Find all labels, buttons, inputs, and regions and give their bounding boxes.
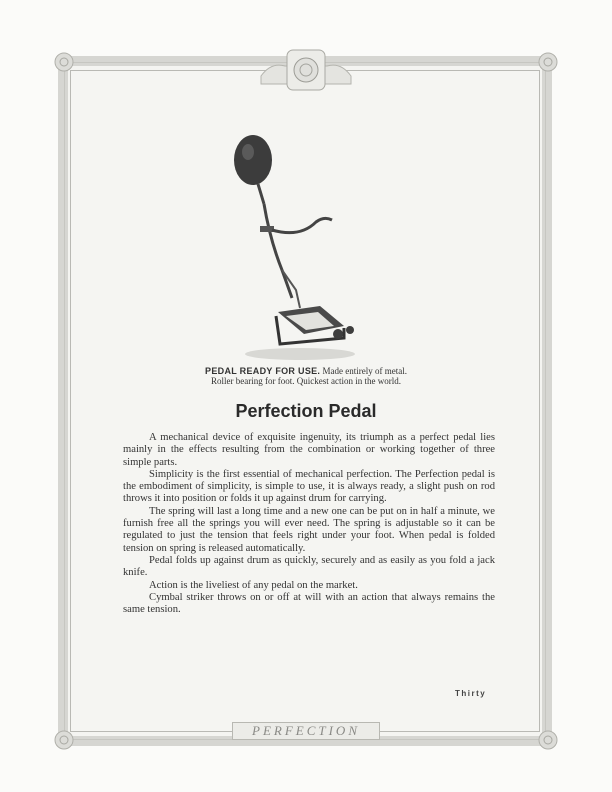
paragraph: Pedal folds up against drum as quickly, securely and as easily as you fold a jack knife.: [123, 554, 495, 579]
paragraph: The spring will last a long time and a new one can be put on in half a minute, we furnish free all the springs you will ever need. The spring is adjustable so it can be regulated to just the tension that feels right under your foot. When pedal is folded tension on spring is released automatically.: [123, 505, 495, 554]
illustration-caption: [200, 366, 412, 386]
corner-ornament-icon: [52, 50, 76, 74]
caption-text: Made entirely of metal. Roller bearing for foot. Quickest action in the world.: [211, 366, 407, 386]
footer-nameplate: PERFECTION: [232, 722, 380, 740]
corner-ornament-icon: [536, 728, 560, 752]
corner-ornament-icon: [52, 728, 76, 752]
paragraph: Action is the liveliest of any pedal on the market.: [149, 579, 358, 591]
paragraph: Simplicity is the first essential of mechanical perfection. The Perfection pedal is the embodiment of simplicity, is simple to use, it is always ready, a slight push on rod throws it into position or folds it up against drum for carrying.: [123, 468, 495, 505]
corner-ornament-icon: [536, 50, 560, 74]
page-title: Perfection Pedal: [235, 401, 377, 421]
paragraph: A mechanical device of exquisite ingenuity, its triumph as a perfect pedal lies mainly in the effects resulting from the combination or working together of three simple parts.: [123, 432, 495, 468]
paragraph: Cymbal striker throws on or off at will with an action that always remains the same tension.: [123, 591, 495, 616]
body-text: [123, 432, 495, 616]
caption-lead: PEDAL READY FOR USE.: [205, 366, 321, 376]
crest-emblem-icon: [257, 42, 355, 98]
page-number: Thirty: [455, 689, 487, 698]
pedal-illustration: [220, 130, 370, 360]
